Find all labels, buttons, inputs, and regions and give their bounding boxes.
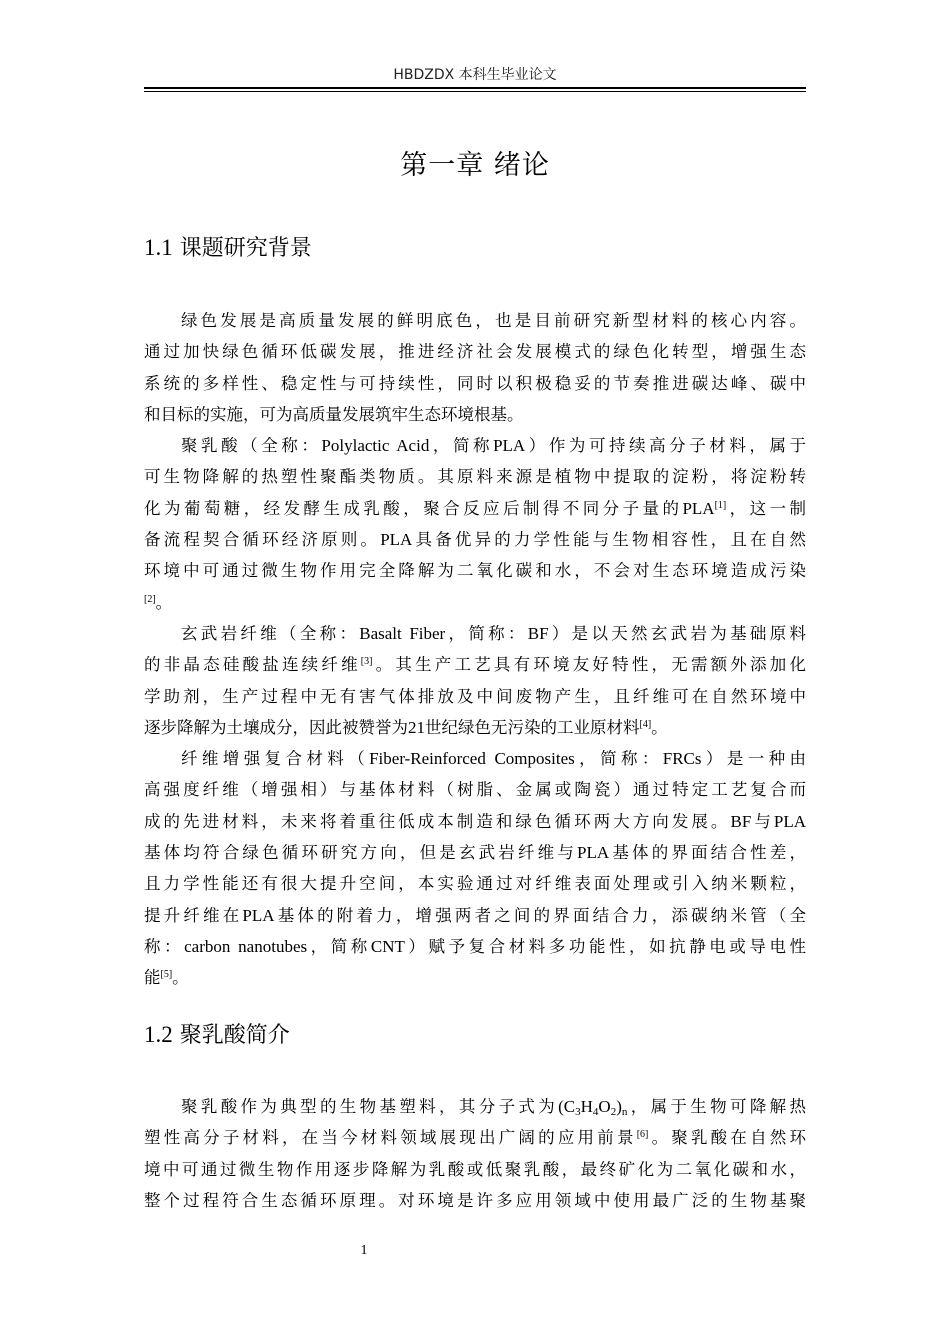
- text-run: 21: [408, 717, 425, 737]
- paragraph-line: [144, 493, 806, 524]
- text-run: 聚乳酸作为典型的生物基塑料，其分子式为: [181, 1097, 559, 1116]
- paragraph-line: [144, 743, 806, 774]
- text-run: 称：: [144, 936, 185, 956]
- paragraph-line: [144, 618, 806, 649]
- paragraph-line: 且力学性能还有很大提升空间，本实验通过对纤维表面处理或引入纳米颗粒，: [144, 874, 806, 894]
- formula-subscript: 4: [592, 1106, 599, 1118]
- text-run: 的非晶态硅酸盐连续纤维: [144, 655, 361, 675]
- citation-marker[interactable]: [5]: [160, 969, 173, 981]
- paragraph-line: [144, 1122, 806, 1153]
- text-run: 。: [651, 717, 668, 737]
- text-run: PLA: [773, 811, 807, 831]
- citation-marker[interactable]: [4]: [639, 718, 652, 730]
- citation-marker[interactable]: [2]: [144, 593, 156, 605]
- text-run: 聚乳酸（全称：: [181, 436, 322, 456]
- text-run: FRCs: [662, 749, 702, 769]
- text-run: ）作为可持续高分子材料，属于: [525, 436, 807, 456]
- formula-run: (C: [558, 1097, 576, 1116]
- section-1-1-body: [144, 305, 806, 994]
- section-heading-1-2: [144, 1020, 806, 1051]
- text-run: 。其生产工艺具有环境友好特性，无需额外添加化: [372, 655, 807, 675]
- text-run: 玄武岩纤维（全称：: [181, 623, 360, 643]
- paragraph-line: 系统的多样性、稳定性与可持续性，同时以积极稳妥的节奏推进碳达峰、碳中: [144, 373, 806, 393]
- text-run: Polylactic Acid: [321, 436, 430, 456]
- text-run: 具备优异的力学性能与生物相容性，且在自然: [412, 530, 806, 550]
- paragraph-line: 和目标的实施，可为高质量发展筑牢生态环境根基。: [144, 404, 524, 424]
- page-number: 1: [360, 1243, 368, 1258]
- text-run: 提升纤维在: [144, 905, 243, 925]
- formula-run: ): [616, 1097, 622, 1116]
- formula-subscript: 2: [610, 1106, 617, 1118]
- formula-subscript: 3: [575, 1106, 581, 1118]
- text-run: BF: [730, 811, 752, 831]
- text-run: carbon nanotubes: [184, 936, 308, 956]
- section-number: 1.1: [144, 235, 173, 260]
- header-rule-thick: [144, 87, 806, 89]
- paragraph-line: [144, 837, 806, 868]
- paragraph-line: [144, 524, 806, 555]
- text-run: PLA: [380, 530, 413, 550]
- header-rule-thin: [144, 91, 806, 92]
- paragraph-line: 学助剂，生产过程中无有害气体排放及中间废物产生，且纤维可在自然环境中: [144, 686, 806, 706]
- text-run: ）是以天然玄武岩为基础原料: [548, 623, 807, 643]
- text-run: 塑性高分子材料，在当今材料领域展现出广阔的应用前景: [144, 1128, 637, 1148]
- text-run: 化为葡萄糖，经发酵生成乳酸，聚合反应后制得不同分子量的: [144, 498, 683, 518]
- text-run: 纤维增强复合材料（: [181, 749, 370, 769]
- text-run: ）赋予复合材料多功能性，如抗静电或导电性: [404, 936, 807, 956]
- paragraph-line: [144, 430, 806, 461]
- citation-marker[interactable]: [1]: [714, 499, 727, 511]
- paragraph-line: [144, 1091, 806, 1122]
- text-run: 。: [155, 592, 173, 612]
- text-run: 基体均符合绿色循环研究方向，但是玄武岩纤维与: [144, 843, 578, 863]
- text-run: 世纪绿色无污染的工业原材料: [425, 717, 640, 737]
- text-run: 。: [172, 968, 189, 988]
- text-run: 备流程契合循环经济原则。: [144, 530, 381, 550]
- text-run: PLA: [682, 498, 715, 518]
- text-run: PLA: [493, 436, 526, 456]
- text-run: BF: [527, 623, 549, 643]
- paragraph-line: 环境中可通过微生物作用完全降解为二氧化碳和水，不会对生态环境造成污染: [144, 561, 806, 581]
- section-heading-text: 聚乳酸简介: [179, 1023, 290, 1048]
- paragraph-line: 整个过程符合生态循环原理。对环境是许多应用领域中使用最广泛的生物基聚: [144, 1190, 806, 1210]
- paragraph-line: [144, 712, 806, 743]
- running-header: HBDZDX 本科生毕业论文: [393, 67, 557, 83]
- section-heading-text: 课题研究背景: [179, 236, 312, 261]
- citation-marker[interactable]: [6]: [636, 1129, 649, 1141]
- text-run: PLA: [577, 843, 610, 863]
- paragraph-line: [144, 649, 806, 680]
- paragraph-line: [144, 806, 806, 837]
- text-run: 逐步降解为土壤成分，因此被赞誉为: [144, 717, 408, 737]
- section-1-2-body: [144, 1091, 806, 1216]
- text-run: 成的先进材料，未来将着重往低成本制造和绿色循环两大方向发展。: [144, 811, 731, 831]
- text-run: ，简称：: [445, 623, 528, 643]
- paragraph-line: [144, 900, 806, 931]
- text-run: ，这一制: [726, 498, 807, 518]
- section-number: 1.2: [144, 1022, 173, 1047]
- paragraph-line: [144, 587, 806, 618]
- paragraph-line: 绿色发展是高质量发展的鲜明底色，也是目前研究新型材料的核心内容。: [181, 311, 806, 330]
- formula-subscript: n: [621, 1106, 628, 1118]
- text-run: ，属于生物可降解热: [627, 1097, 807, 1116]
- text-run: 基体的附着力，增强两者之间的界面结合力，添碳纳米管（全: [274, 905, 807, 925]
- paragraph-line: 可生物降解的热塑性聚酯类物质。其原料来源是植物中提取的淀粉，将淀粉转: [144, 467, 806, 487]
- text-run: 与: [751, 811, 774, 831]
- formula-run: O: [598, 1097, 611, 1116]
- formula-run: H: [580, 1097, 593, 1116]
- text-run: Fiber-Reinforced Composites: [369, 749, 575, 769]
- paragraph-line: 通过加快绿色循环低碳发展，推进经济社会发展模式的绿色化转型，增强生态: [144, 342, 806, 362]
- chapter-title: 第一章 绪论: [400, 150, 550, 181]
- text-run: ，简称: [307, 936, 371, 956]
- text-run: 基体的界面结合性差，: [609, 843, 807, 863]
- text-run: 。聚乳酸在自然环: [648, 1128, 807, 1148]
- citation-marker[interactable]: [3]: [360, 656, 373, 668]
- text-run: 能: [144, 968, 161, 988]
- text-run: ，简称：: [574, 749, 663, 769]
- paragraph-line: 高强度纤维（增强相）与基体材料（树脂、金属或陶瓷）通过特定工艺复合而: [144, 780, 806, 800]
- text-run: PLA: [242, 905, 275, 925]
- text-run: CNT: [370, 936, 405, 956]
- text-run: ）是一种由: [701, 749, 807, 769]
- text-run: Basalt Fiber: [359, 623, 446, 643]
- section-heading-1-1: [144, 233, 806, 264]
- paragraph-line: [144, 962, 806, 993]
- text-run: ，简称: [429, 436, 494, 456]
- paragraph-line: 境中可通过微生物作用逐步降解为乳酸或低聚乳酸，最终矿化为二氧化碳和水，: [144, 1159, 806, 1179]
- paragraph-line: [144, 931, 806, 962]
